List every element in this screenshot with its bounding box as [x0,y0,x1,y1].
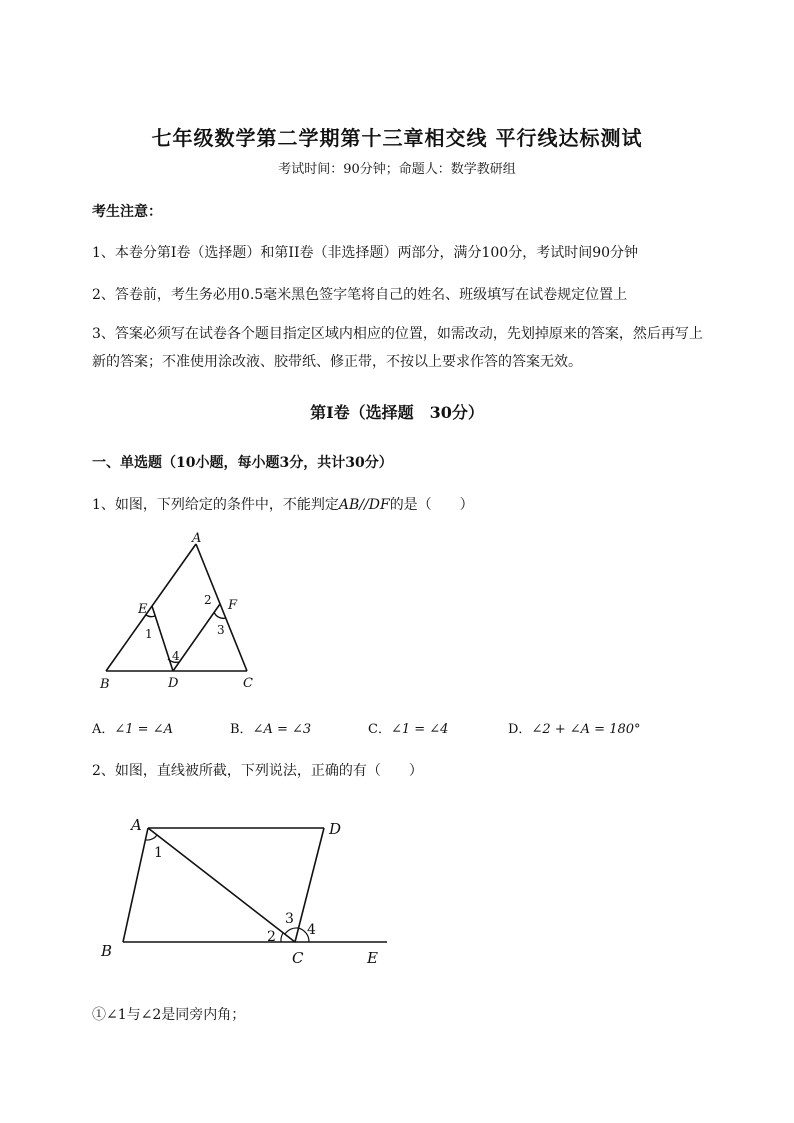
question-1-figure [90,530,270,695]
option-b-text: ∠A = ∠3 [252,722,312,737]
label-f: F [228,598,238,613]
question-1 [92,494,474,514]
option-b[interactable] [230,718,311,737]
segment-ac [196,544,247,671]
question-2: 2、如图，直线被所截，下列说法，正确的有（ ） [92,763,423,779]
label-angle-4: 4 [172,649,180,663]
option-d-letter: D． [508,722,532,737]
label-e: E [138,602,148,617]
label-angle-1: 1 [145,627,153,641]
label-c: C [243,676,253,691]
label-c: C [292,949,304,967]
page-title: 七年级数学第二学期第十三章相交线 平行线达标测试 [151,126,643,150]
question-type-heading: 一、单选题（10小题，每小题3分，共计30分） [92,455,393,471]
option-a-letter: A． [92,722,115,737]
notice-item-3: 3、答案必须写在试卷各个题目指定区域内相应的位置，如需改动，先划掉原来的答案，然后再写上新的答案；不准使用涂改液、胶带纸、修正带，不按以上要求作答的答案无效。 [92,326,703,370]
question-1-suffix: 的是（ ） [389,497,474,513]
exam-info: 考试时间：90分钟；命题人：数学教研组 [278,162,516,177]
question-2-figure [95,812,395,972]
question-1-prefix: 1、如图，下列给定的条件中，不能判定 [92,497,339,513]
angle-2-arc [281,933,283,942]
label-angle-3: 3 [217,623,225,637]
option-c-letter: C． [368,722,391,737]
question-2-statement-1: ①∠1与∠2是同旁内角； [92,1007,246,1023]
segment-df [173,604,220,671]
label-angle-2: 2 [204,593,212,607]
label-angle-4: 4 [307,922,316,938]
notice-item-1: 1、本卷分第I卷（选择题）和第II卷（非选择题）两部分，满分100分，考试时间90分钟 [92,245,639,261]
segment-ac [148,828,295,942]
option-c[interactable] [368,718,448,737]
question-1-math: AB//DF [338,497,390,513]
option-a[interactable] [92,718,173,737]
notice-heading: 考生注意： [92,204,162,220]
label-e: E [367,949,378,967]
segment-ab [106,544,196,671]
option-d[interactable] [508,718,641,737]
option-b-letter: B． [230,722,253,737]
label-a: A [192,531,202,546]
label-b: B [100,677,110,692]
option-c-text: ∠1 = ∠4 [390,722,449,737]
angle-3-arc [285,928,298,934]
label-angle-1: 1 [154,845,163,861]
label-angle-2: 2 [267,929,276,945]
option-a-text: ∠1 = ∠A [114,722,173,737]
section-title: 第I卷（选择题 30分） [310,403,484,422]
angle-1-arc [146,835,157,840]
label-a: A [131,816,142,834]
label-b: B [101,942,113,960]
label-d: D [168,676,179,691]
segment-ab [123,828,148,942]
notice-item-2: 2、答卷前，考生务必用0.5毫米黑色签字笔将自己的姓名、班级填写在试卷规定位置上 [92,287,628,303]
label-d: D [329,820,342,838]
option-d-text: ∠2 + ∠A = 180° [531,722,641,737]
label-angle-3: 3 [285,911,294,927]
